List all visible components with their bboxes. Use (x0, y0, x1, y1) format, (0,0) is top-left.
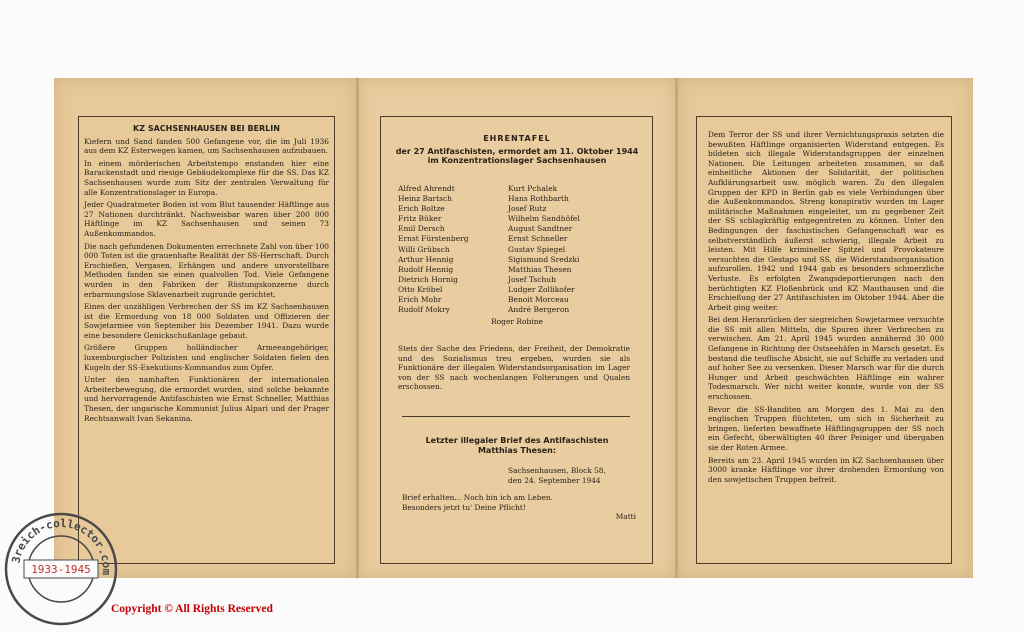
names-column-right (508, 184, 628, 315)
name: Sigismund Sredzki (508, 254, 580, 264)
letter-body (402, 493, 632, 512)
stamp-ring-text: 3reich-collector.com (9, 516, 114, 576)
name: Erich Mohr (398, 295, 442, 305)
dedication-text: Stets der Sache des Friedens, der Freiheit, der Demokratie und des Sozialismus treu ergeben, wurden sie als Funktionäre der illegalen Widerstandsorganisation im Lager von der SS nach wochenlangen Folterungen und Qualen erschossen. (398, 344, 630, 392)
panel-left-title: KZ SACHSENHAUSEN BEI BERLIN (133, 124, 280, 133)
name: Dietrich Hornig (398, 274, 458, 284)
paragraph: Bei dem Heranrücken der siegreichen Sowjetarmee versuchte die SS mit allen Mitteln, die Spuren ihrer Verbrechen zu verwischen. Am 21. April 1945 wurden annähernd 30 000 Gefangene in Richtung der Ostseehäfen in Marsch gesetzt. Es bestand die teuflische Absicht, sie auf Schiffe zu verladen und auf hoher See zu versenken. Dieser Marsch war für die durch Hunger und Arbeit geschwächten Häftlinge ein wahrer Todesmarsch. Wer nicht weiter konnte, wurde von der SS erschossen. (708, 315, 944, 402)
name: Josef Tschub (508, 274, 556, 284)
name: August Sandtner (508, 224, 573, 234)
name: Kurt Pchalek (508, 184, 558, 193)
fold-line (356, 78, 359, 578)
name: Arthur Hennig (398, 254, 454, 264)
name: Ernst Fürstenberg (398, 234, 469, 244)
name: Willi Grübsch (398, 244, 450, 254)
name: Hans Rothbarth (508, 194, 569, 204)
name: Fritz Büker (398, 214, 442, 224)
paragraph: Kiefern und Sand fanden 500 Gefangene vor, die im Juli 1936 aus dem KZ Esterwegen kamen, um Sachsenhausen aufzubauen. (84, 136, 329, 156)
panel-left-text (84, 124, 329, 426)
name: Rudolf Hennig (398, 264, 454, 274)
paragraph: Unter den namhaften Funktionären der internationalen Arbeiterbewegung, die ermordet wurden, sind solche bekannte und hervorragende Antifaschisten wie Ernst Schneller, Matthias Thesen, der ungarische Kommunist Julius Alpari und der Prager Rechtsanwalt Ivan Sekanina. (84, 375, 329, 423)
fold-line (675, 78, 678, 578)
name: Josef Rutz (508, 204, 547, 214)
name: Heinz Bartsch (398, 194, 453, 204)
name: Erich Boltze (398, 204, 445, 214)
letter-date: den 24. September 1944 (508, 475, 601, 485)
name: Wilhelm Sandhöfel (508, 214, 580, 224)
paragraph: Dem Terror der SS und ihrer Vernichtungspraxis setzten die bewußten Häftlinge organisierten Widerstand entgegen. Es bildeten sich illegale Widerstandsgruppen der einzelnen Nationen. Die Leitungen arbeiteten zusammen, so daß einheitliche Aktionen der Solidarität, der politischen Aufklärungsarbeit usw. möglich waren. Zu den illegalen Gruppen der KPD in Berlin gab es viele Verbindungen über die Außenkommandos. Streng konspirativ wurden im Lager militärische Maßnahmen eingeleitet, um zu gegebener Zeit der SS schlagkräftig entgegentreten zu können. Unter den Bedingungen der faschistischen Gefangenschaft war es selbstverständlich äußerst schwierig, illegale Arbeit zu leisten. Mit Hilfe krimineller Spitzel und Provokateure versuchten die Gestapo und SS, die Widerstandsorganisation aufzurollen. 1942 und 1944 gab es besonders schmerzliche Verluste. Es erfolgten Zwangsdeportierungen nach den berüchtigten KZ Floßenbrück und KZ Mauthausen und die Erschießung der 27 Antifaschisten im Oktober 1944. Aber die Arbeit ging weiter. (708, 130, 944, 312)
stamp-years: 1933-1945 (31, 563, 91, 576)
name: Emil Dersch (398, 224, 445, 234)
copyright-notice: Copyright © All Rights Reserved (111, 603, 273, 615)
memorial-subtitle: der 27 Antifaschisten, ermordet am 11. Oktober 1944 (395, 146, 639, 156)
name: Ernst Schneller (508, 234, 568, 244)
name: Benoit Morceau (508, 295, 569, 305)
letter-line: Brief erhalten... Noch bin ich am Leben. (402, 493, 553, 502)
name: Gustav Spiegel (508, 244, 566, 254)
letter-line: Besonders jetzt tu' Deine Pflicht! (402, 502, 526, 512)
letter-title: Letzter illegaler Brief des Antifaschisten (425, 436, 609, 445)
name: Matthias Thesen (508, 264, 572, 274)
paragraph: Bevor die SS-Banditen am Morgen des 1. Mai zu den englischen Truppen flüchteten, um sich in Sicherheit zu bringen, lieferten bewaffnete Häftlingsgruppen der SS noch ein Gefecht, überwältigten 40 ihrer Peiniger und übergaben sie der Roten Armee. (708, 404, 944, 452)
paragraph: Größere Gruppen holländischer Armeeangehöriger, luxemburgischer Polizisten und englischer Soldaten fielen den Kugeln der SS-Exekutions-Kommandos zum Opfer. (84, 343, 329, 372)
name: Ludger Zollikofer (508, 284, 575, 294)
paragraph: Jeder Quadratmeter Boden ist vom Blut tausender Häftlinge aus 27 Nationen durchtränkt. Nachweisbar waren über 200 000 Häftlinge im KZ Sachsenhausen und seinen 73 Außenkommandos. (84, 200, 329, 238)
name: Rudolf Mokry (398, 305, 450, 315)
letter-place: Sachsenhausen, Block 58, (508, 466, 606, 475)
letter-signature: Matti (615, 512, 636, 521)
collector-stamp-icon (2, 510, 120, 628)
letter-dateline (508, 466, 638, 485)
name-last: Roger Robine (490, 317, 543, 326)
paragraph: Bereits am 23. April 1945 wurden im KZ Sachsenhausen über 3000 kranke Häftlinge vor ihrer drohenden Ermordung von den sowjetischen Truppen befreit. (708, 455, 944, 484)
letter-title: Matthias Thesen: (477, 445, 557, 455)
names-column-left (398, 184, 508, 315)
memorial-subtitle: im Konzentrationslager Sachsenhausen (427, 156, 607, 166)
memorial-heading (386, 134, 648, 166)
panel-right-text (708, 130, 944, 487)
divider-line (402, 416, 630, 417)
name: Alfred Ahrendt (398, 184, 455, 193)
paragraph: Eines der unzähligen Verbrechen der SS im KZ Sachsenhausen ist die Ermordung von 18 000 Soldaten und Offizieren der Sowjetarmee von September bis Dezember 1941. Dazu wurde eine besondere Genickschußanlage gebaut. (84, 302, 329, 340)
letter-heading (386, 436, 648, 455)
name: Otto Kröbel (398, 284, 443, 294)
paragraph: In einem mörderischen Arbeitstempo enstanden hier eine Barackenstadt und riesige Gebäudekomplexe für die SS. Das KZ Sachsenhausen wurde zum Sitz der zentralen Verwaltung für alle Konzentrationslager in Europa. (84, 158, 329, 197)
name: André Bergeron (508, 305, 570, 315)
memorial-title: EHRENTAFEL (483, 134, 551, 143)
paragraph: Die nach gefundenen Dokumenten errechnete Zahl von über 100 000 Toten ist die grauenhafte Realität der SS-Herrschaft. Durch Erschießen, Vergasen, Erhängen und andere unvorstellbare Methoden fanden sie einen qualvollen Tod. Viele Gefangene wurden in den Fabriken der Rüstungskonzerne durch erbarmungslose Sklavenarbeit zugrunde gerichtet. (84, 241, 329, 299)
